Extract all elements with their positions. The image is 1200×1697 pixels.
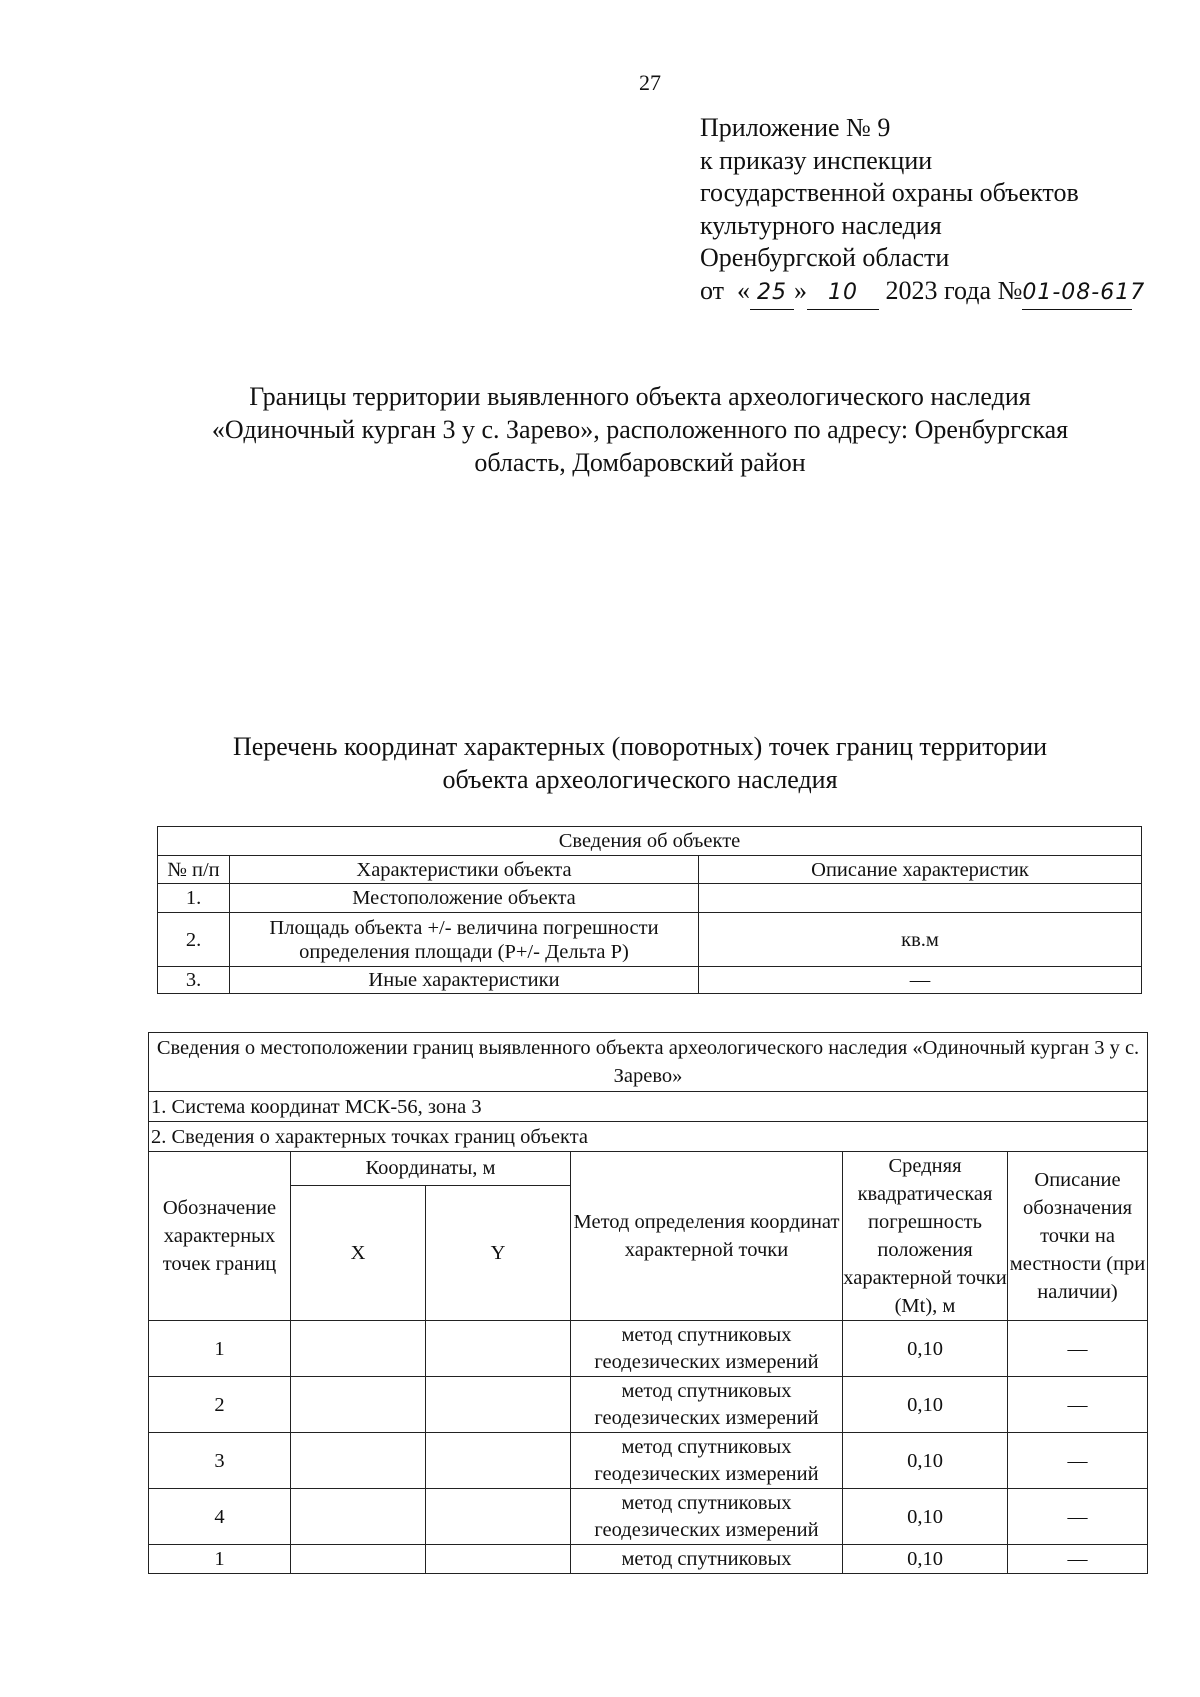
point-y bbox=[426, 1433, 571, 1489]
table-row bbox=[158, 884, 1142, 913]
appendix-line-2: к приказу инспекции bbox=[700, 145, 933, 175]
boundary-points-table bbox=[148, 1032, 1148, 1574]
col-coordinates: Координаты, м bbox=[291, 1152, 571, 1186]
point-id: 3 bbox=[149, 1433, 291, 1489]
point-method: метод спутниковых геодезических измерений bbox=[571, 1433, 843, 1489]
point-id: 4 bbox=[149, 1489, 291, 1545]
order-number: 01-08-617 bbox=[1022, 277, 1132, 311]
point-id: 2 bbox=[149, 1377, 291, 1433]
point-description: — bbox=[1008, 1433, 1148, 1489]
row-characteristic: Площадь объекта +/- величина погрешности определения площади (P+/- Дельта P) bbox=[230, 913, 699, 967]
col-y: Y bbox=[426, 1185, 571, 1320]
point-method: метод спутниковых геодезических измерений bbox=[571, 1489, 843, 1545]
point-description: — bbox=[1008, 1321, 1148, 1377]
table-row bbox=[149, 1433, 1148, 1489]
document-title bbox=[140, 380, 1140, 479]
point-description: — bbox=[1008, 1377, 1148, 1433]
point-x bbox=[291, 1377, 426, 1433]
header-characteristic: Характеристики объекта bbox=[230, 856, 699, 884]
title-line-3: область, Домбаровский район bbox=[474, 448, 806, 477]
points-table-heading: Сведения о местоположении границ выявленного объекта археологического наследия «Одиночный курган 3 у с. Зарево» bbox=[149, 1033, 1148, 1092]
point-mt: 0,10 bbox=[843, 1545, 1008, 1574]
point-method: метод спутниковых геодезических измерений bbox=[571, 1321, 843, 1377]
appendix-line-3: государственной охраны объектов bbox=[700, 178, 1079, 207]
coordinate-system: 1. Система координат МСК-56, зона 3 bbox=[149, 1092, 1148, 1122]
table-row bbox=[149, 1321, 1148, 1377]
point-y bbox=[426, 1545, 571, 1574]
point-description: — bbox=[1008, 1545, 1148, 1574]
order-year: 2023 года № bbox=[885, 275, 1023, 305]
page-number: 27 bbox=[639, 70, 661, 95]
object-info-table bbox=[157, 826, 1142, 994]
table-row bbox=[149, 1545, 1148, 1574]
point-id: 1 bbox=[149, 1545, 291, 1574]
appendix-date-line: от « 25 » 10 2023 года №01-08-617 bbox=[700, 275, 1132, 311]
point-x bbox=[291, 1545, 426, 1574]
col-method: Метод определения координат характерной точки bbox=[571, 1152, 843, 1321]
col-x: X bbox=[291, 1185, 426, 1320]
header-num: № п/п bbox=[158, 856, 230, 884]
point-x bbox=[291, 1433, 426, 1489]
appendix-line-5: Оренбургской области bbox=[700, 243, 950, 272]
coordinates-list-title bbox=[140, 730, 1140, 796]
header-description: Описание характеристик bbox=[699, 856, 1142, 884]
point-id: 1 bbox=[149, 1321, 291, 1377]
object-table-heading: Сведения об объекте bbox=[158, 827, 1142, 856]
row-description bbox=[699, 884, 1142, 913]
table-row bbox=[149, 1377, 1148, 1433]
row-description: — bbox=[699, 967, 1142, 994]
appendix-line-1: Приложение № 9 bbox=[700, 113, 891, 142]
col-designation: Обозначение характерных точек границ bbox=[149, 1152, 291, 1321]
point-x bbox=[291, 1321, 426, 1377]
date-prefix: от bbox=[700, 275, 725, 305]
point-method: метод спутниковых bbox=[571, 1545, 843, 1574]
row-characteristic: Иные характеристики bbox=[230, 967, 699, 994]
col-point-description: Описание обозначения точки на местности (при наличии) bbox=[1008, 1152, 1148, 1321]
appendix-line-4: культурного наследия bbox=[700, 210, 942, 240]
row-num: 1. bbox=[158, 884, 230, 913]
col-error: Средняя квадратическая погрешность положения характерной точки (Mt), м bbox=[843, 1152, 1008, 1321]
point-mt: 0,10 bbox=[843, 1433, 1008, 1489]
points-section-title: 2. Сведения о характерных точках границ объекта bbox=[149, 1122, 1148, 1152]
point-y bbox=[426, 1377, 571, 1433]
point-y bbox=[426, 1489, 571, 1545]
point-x bbox=[291, 1489, 426, 1545]
row-num: 2. bbox=[158, 913, 230, 967]
table-row bbox=[158, 913, 1142, 967]
row-description: кв.м bbox=[699, 913, 1142, 967]
row-num: 3. bbox=[158, 967, 230, 994]
order-month: 10 bbox=[807, 277, 879, 311]
point-y bbox=[426, 1321, 571, 1377]
title-line-2: «Одиночный курган 3 у с. Зарево», расположенного по адресу: Оренбургская bbox=[211, 415, 1069, 444]
point-mt: 0,10 bbox=[843, 1377, 1008, 1433]
point-description: — bbox=[1008, 1489, 1148, 1545]
row-characteristic: Местоположение объекта bbox=[230, 884, 699, 913]
point-mt: 0,10 bbox=[843, 1321, 1008, 1377]
table-row bbox=[158, 967, 1142, 994]
order-day: 25 bbox=[750, 277, 794, 311]
point-method: метод спутниковых геодезических измерений bbox=[571, 1377, 843, 1433]
appendix-header bbox=[700, 112, 1146, 310]
subtitle-line-1: Перечень координат характерных (поворотных) точек границ территории bbox=[232, 732, 1048, 761]
title-line-1: Границы территории выявленного объекта археологического наследия bbox=[249, 382, 1031, 411]
table-row bbox=[149, 1489, 1148, 1545]
point-mt: 0,10 bbox=[843, 1489, 1008, 1545]
subtitle-line-2: объекта археологического наследия bbox=[442, 765, 838, 794]
